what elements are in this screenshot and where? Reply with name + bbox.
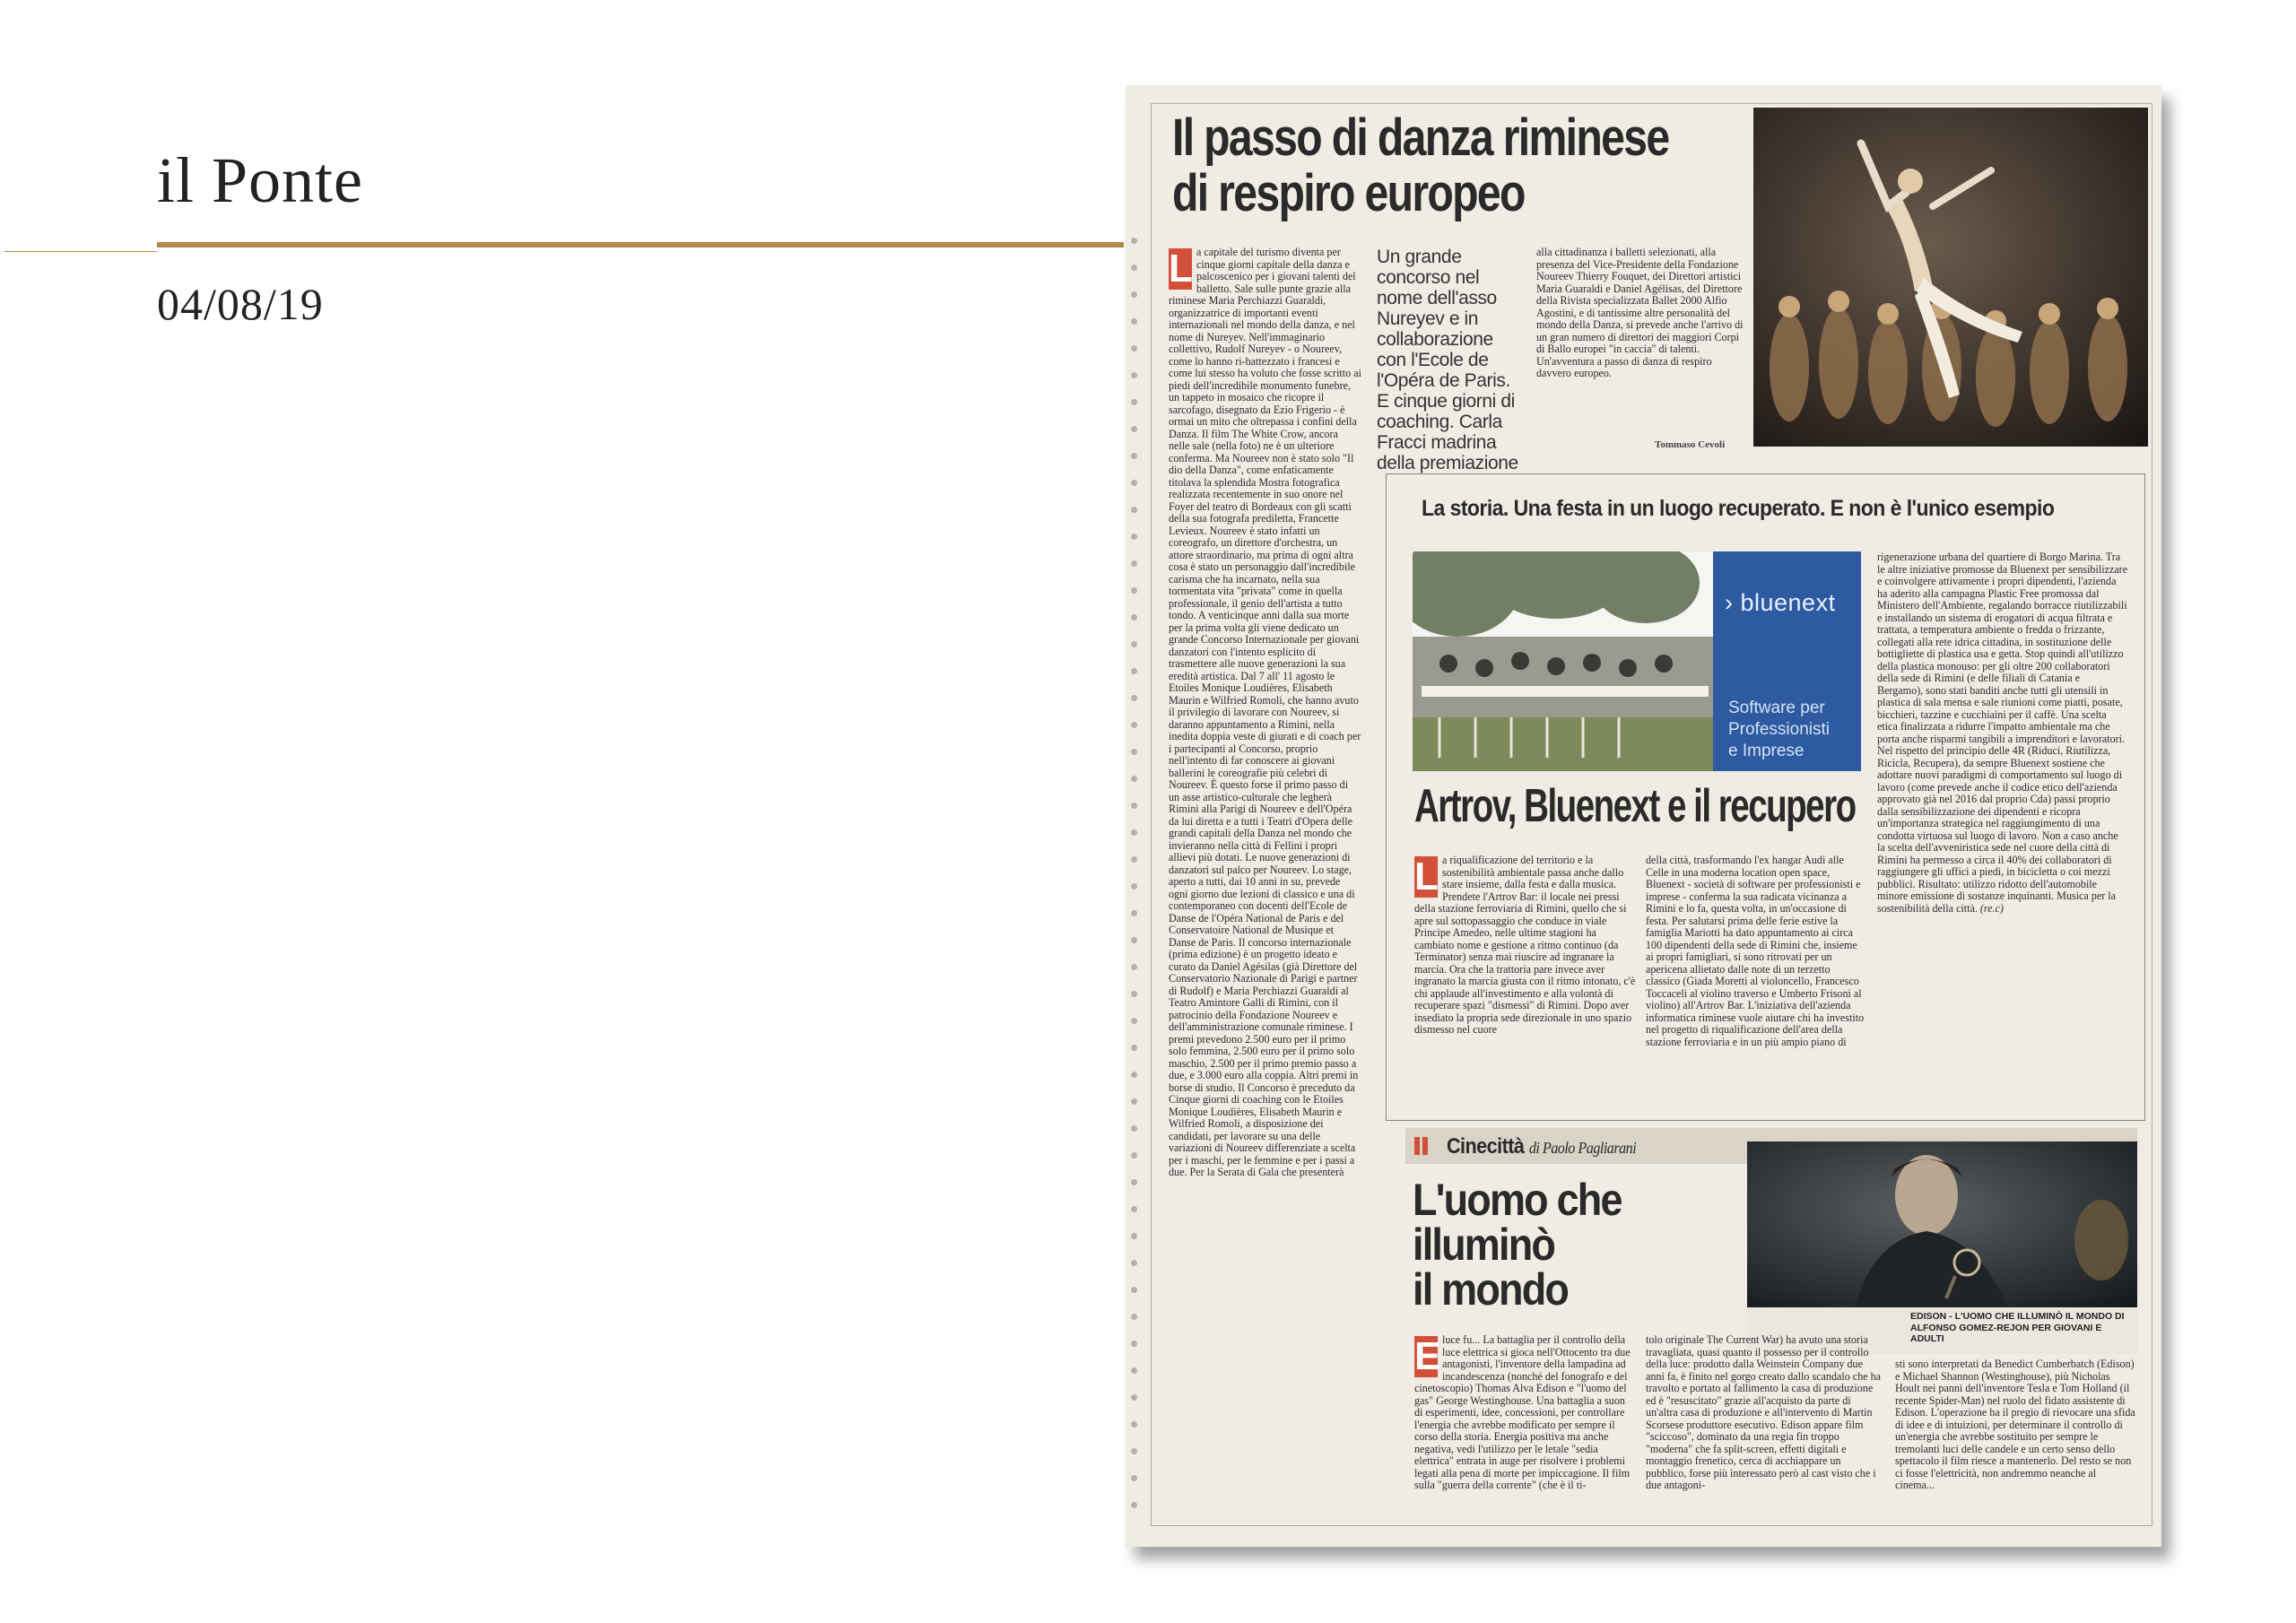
binding-hole	[1131, 883, 1137, 890]
article-dance-headline-1: Il passo di danza riminese	[1172, 108, 1669, 167]
article-edison-text-3: sti sono interpretati da Benedict Cumberbatch (Edison) e Michael Shannon (Westinghouse), più Nicholas Hoult nei panni dell'inventore Tesla e Tom Holland (il recente Spider-Man) nel ruolo del fidato assistente di Edison. L'operazione ha il pregio di rievocare una sfida di idee e di intuizioni, per determinare il controllo di un'energia che avrebbe sostituito per sempre le tremolanti luci delle candele e un certo senso dello spettacolo il film riesce a mantenerlo. Del resto se non ci fosse l'elettricità, non andremmo neanche al cinema...	[1895, 1358, 2135, 1491]
article-bluenext-col-2	[1646, 855, 1866, 1048]
binding-hole	[1131, 1179, 1137, 1185]
binding-hole	[1131, 614, 1137, 621]
article-dance-col-3	[1536, 247, 1747, 380]
article-edison-headline-1: L'uomo che	[1413, 1175, 1622, 1225]
article-bluenext-text-1: a riqualificazione del territorio e la sostenibilità ambientale passa anche dallo stare insieme, dalla festa e dalla musica. Prendete l'Artrov Bar: il locale nei pressi della stazione ferroviaria di Rimini, quello che si apre sul sottopassaggio che conduce in viale Principe Amedeo, nelle ultime stagioni ha cambiato nome e gestione a ritmo continuo (da Terminator) senza mai riuscire ad ingranare la marcia. Ora che la trattoria pare invece aver ingranato la marcia giusta con il ritmo intonato, c'è chi applaude all'investimento e alla volontà di recuperare spazi "dismessi" di Rimini. Dopo aver insediato la propria sede direzionale in uno spazio dismesso nel cuore	[1414, 854, 1636, 1036]
binding-hole	[1131, 1475, 1137, 1481]
issue-date: 04/08/19	[157, 279, 324, 329]
binding-hole	[1131, 803, 1137, 809]
cinecitta-section	[1447, 1134, 1636, 1159]
bluenext-tagline-3: e Imprese	[1728, 742, 1805, 760]
binding-hole	[1131, 1341, 1137, 1347]
article-edison-text-2: tolo originale The Current War) ha avuto una storia travagliata, quasi quanto il possesso per il controllo della luce: prodotto dalla Weinstein Company due anni fa, è finito nel gorgo creato dallo scandalo che ha travolto e portato al fallimento la casa di produzione ed è "resuscitato" grazie all'acquisto da parte di un'altra casa di produzione e all'intervento di Martin Scorsese produttore esecutivo. Edison appare film "sciccoso", dominato da una regia fin troppo "moderna" che fa split-screen, effetti digitali e montaggio frenetico, cerca di acchiappare un pubblico, forse più interessato però al cast visto che i due antagoni-	[1646, 1333, 1882, 1491]
article-edison-col-1	[1414, 1334, 1636, 1492]
binding-hole	[1131, 1233, 1137, 1239]
binding-hole	[1131, 1125, 1137, 1132]
article-edison-col-2	[1646, 1334, 1883, 1492]
binding-hole	[1131, 776, 1137, 782]
binding-hole	[1131, 372, 1137, 378]
article-dance-headline-2: di respiro europeo	[1172, 164, 1525, 222]
masthead: il Ponte	[157, 144, 364, 216]
article-bluenext-kicker: La storia. Una festa in un luogo recuperato. E non è l'unico esempio	[1422, 496, 2055, 521]
binding-hole	[1131, 1502, 1137, 1508]
article-bluenext-col-3	[1877, 551, 2128, 915]
article-bluenext-col-1	[1414, 855, 1636, 1037]
binding-hole	[1131, 1018, 1137, 1024]
binding-hole	[1131, 1287, 1137, 1293]
binding-hole	[1131, 238, 1137, 244]
binding-hole	[1131, 507, 1137, 513]
artrov-photo	[1413, 551, 1861, 771]
bluenext-tagline-2: Professionisti	[1728, 720, 1830, 739]
article-bluenext-headline: Artrov, Bluenext e il recupero	[1414, 780, 1856, 832]
dancer-image	[1753, 108, 2148, 447]
article-bluenext-text-2: della città, trasformando l'ex hangar Audi alle Celle in una moderna location open space, Bluenext - società di software per professionisti e imprese - conferma la sua radicata vicinanza a Rimini e lo fa, questa volta, in un'occasione di festa. Per salutarsi prima delle ferie estive la famiglia Mariotti ha dato appuntamento ai circa 100 dipendenti della sede di Rimini che, insieme ai propri famigliari, si sono ritrovati per un apericena allietato dalle note di un terzetto classico (Giada Moretti al violoncello, Francesco Toccaceli al violino traverso e Umberto Frisoni al violino) all'Artrov Bar. L'iniziativa dell'azienda informatica riminese vuole aiutare chi ha investito nel progetto di riqualificazione dell'area della stazione ferroviaria e in un più ampio piano di	[1646, 854, 1865, 1048]
dropcap: E	[1414, 1334, 1441, 1378]
binding-hole	[1131, 641, 1137, 647]
binding-hole	[1131, 399, 1137, 405]
edison-photo	[1747, 1141, 2137, 1307]
binding-hole	[1131, 668, 1137, 674]
binding-hole	[1131, 480, 1137, 486]
binding-hole	[1131, 1206, 1137, 1212]
edison-image	[1747, 1141, 2137, 1307]
binding-hole	[1131, 829, 1137, 836]
binding-hole	[1131, 318, 1137, 325]
binding-hole	[1131, 560, 1137, 567]
article-dance-deck: Un grande concorso nel nome dell'asso Nureyev e in collaborazione con l'Ecole de l'Opéra de Paris. E cinque giorni di coaching. Carla Fracci madrina della premiazione	[1377, 247, 1518, 473]
binding-hole	[1131, 910, 1137, 916]
article-edison-headline-3: il mondo	[1413, 1264, 1569, 1315]
dancer-photo	[1753, 108, 2148, 447]
binding-hole	[1131, 856, 1137, 863]
section-title: Cinecittà	[1447, 1134, 1525, 1159]
binding-hole	[1131, 1421, 1137, 1428]
binding-hole	[1131, 1314, 1137, 1320]
binding-hole	[1131, 534, 1137, 540]
binding-hole	[1131, 291, 1137, 298]
article-edison-text-1: luce fu... La battaglia per il controllo della luce elettrica si gioca nell'Ottocento tra due antagonisti, l'inventore della lampadina ad incandescenza (nonché del fonografo e del cinetoscopio) Thomas Alva Edison e "l'uomo del gas" George Westinghouse. Una battaglia a suon di esperimenti, idee, concessioni, per controllare l'energia che avrebbe modificato per sempre il corso della storia. Energia positiva ma anche negativa, vedi l'utilizzo per le letale "sedia elettrica" entrata in auge per risolvere i problemi legati alla pena di morte per impiccagione. Il film sulla "guerra della corrente" (che è il ti-	[1414, 1333, 1631, 1491]
article-dance-text-3: alla cittadinanza i balletti selezionati, alla presenza del Vice-Presidente della Fondazione Noureev Thierry Fouquet, dei Direttori artistici Maria Guaraldi e Daniel Agélisas, del Direttore della Rivista specializzata Ballet 2000 Alfio Agostini, e di tantissime altre personalità del mondo della Danza, si prevede anche l'arrivo di un gran numero di direttori dei maggiori Corpi di Ballo europei "in caccia" di talenti. Un'avventura a passo di danza di respiro davvero europeo.	[1536, 246, 1744, 379]
binding-hole	[1131, 1045, 1137, 1051]
article-dance-col-1	[1169, 247, 1361, 1502]
binding-hole	[1131, 937, 1137, 943]
section-marker-icon	[1414, 1137, 1431, 1155]
edison-photo-caption: EDISON - L'UOMO CHE ILLUMINÒ IL MONDO DI ALFONSO GOMEZ-REJON PER GIOVANI E ADULTI	[1910, 1311, 2125, 1344]
bluenext-logo: › bluenext	[1725, 589, 1836, 616]
bluenext-tagline-1: Software per	[1728, 699, 1825, 717]
binding-hole	[1131, 1448, 1137, 1454]
article-edison-headline-2: illuminò	[1413, 1219, 1555, 1270]
binding-hole	[1131, 991, 1137, 997]
binding-hole	[1131, 587, 1137, 594]
dropcap: L	[1414, 855, 1439, 898]
article-bluenext-text-3: rigenerazione urbana del quartiere di Borgo Marina. Tra le altre iniziative promosse da Bluenext per sensibilizzare e coinvolgere attivamente i propri dipendenti, l'azienda ha aderito alla campagna Plastic Free promossa dal Ministero dell'Ambiente, regalando borracce riutilizzabili e installando un sistema di erogatori di acqua filtrata e trattata, a temperatura ambiente o fredda o frizzante, collegati alla rete idrica cittadina, in sostituzione delle bottigliette di plastica usa e getta. Stop quindi all'utilizzo della plastica monouso: per gli oltre 200 collaboratori della sede di Rimini (e delle filiali di Catania e Bergamo), sono stati banditi anche tutti gli utensili in plastica di sala mensa e sale riunioni come piatti, posate, bicchieri, tazzine e cucchiaini per il caffè. Una scelta etica finalizzata a ridurre l'impatto ambientale ma che porta anche risparmi tangibili a imprenditori e lavoratori. Nel rispetto del principio delle 4R (Riduci, Riutilizza, Ricicla, Recupera), da sempre Bluenext sostiene che adottare nuovi paradigmi di comportamento sul luogo di lavoro (come prevede anche il codice etico dell'azienda approvato già nel 2016 dal proprio Cda) passi proprio dalla sensibilizzazione dei dipendenti e ricopra un'importanza strategica nel raggiungimento di una condotta virtuosa sul luogo di lavoro. Non a caso anche la scelta dell'avveniristica sede nel cuore della città di Rimini ha permesso a circa il 40% dei collaboratori di raggiungere gli uffici a piedi, in bicicletta o coi mezzi pubblici. Risultato: utilizzo ridotto dell'automobile minore emissione di sostanze inquinanti. Musica per la sostenibilità della città.	[1877, 551, 2128, 915]
binding-hole	[1131, 1098, 1137, 1105]
binding-hole	[1131, 695, 1137, 701]
masthead-rule	[157, 242, 1124, 247]
masthead-rule-thin	[4, 251, 157, 252]
article-bluenext-signature: (re.c)	[1979, 901, 2004, 915]
binding-hole	[1131, 749, 1137, 755]
section-author: di Paolo Pagliarani	[1528, 1139, 1637, 1157]
binding-hole	[1131, 1394, 1137, 1401]
dropcap: L	[1169, 247, 1193, 291]
newspaper-page	[1126, 85, 2161, 1547]
binding-hole	[1131, 453, 1137, 459]
binding-hole	[1131, 345, 1137, 352]
article-dance-byline: Tommaso Cevoli	[1655, 439, 1726, 450]
binding-hole	[1131, 426, 1137, 432]
binding-hole	[1131, 1260, 1137, 1266]
binding-hole	[1131, 1072, 1137, 1078]
binding-hole	[1131, 722, 1137, 728]
binding-hole	[1131, 964, 1137, 970]
binding-hole	[1131, 265, 1137, 271]
binding-hole	[1131, 1367, 1137, 1374]
binding-holes	[1131, 238, 1140, 1529]
article-edison-col-3	[1895, 1358, 2137, 1492]
binding-hole	[1131, 1152, 1137, 1159]
article-dance-text-1: a capitale del turismo diventa per cinque giorni capitale della danza e palcoscenico per i giovani talenti del balletto. Sale sulle punte grazie alla riminese Maria Perchiazzi Guaraldi, organizzatrice di importanti eventi internazionali nel mondo della danza, e nel nome di Nureyev. Nell'immaginario collettivo, Rudolf Nureyev - o Noureev, come lo hanno ri-battezzato i francesi e come lui stesso ha voluto che fosse scritto ai piedi dell'incredibile monumento funebre, un tappeto in mosaico che ricopre il sarcofago, disegnato da Ezio Frigerio - è ormai un mito che oltrepassa i confini della Danza. Il film The White Crow, ancora nelle sale (nella foto) ne è un ulteriore conferma. Ma Noureev non è stato solo "Il dio della Danza", come enfaticamente titolava la splendida Mostra fotografica realizzata recentemente in suo onore nel Foyer del teatro di Bordeaux con gli scatti della sua fotografa prediletta, Francette Levieux. Noureev è stato infatti un coreografo, un direttore d'orchestra, un attore straordinario, ma prima di ogni altra cosa è stato un personaggio dall'incredibile carisma che ha incarnato, nella sua tormentata vita "privata" come in quella professionale, il genio dell'artista a tutto tondo. A venticinque anni dalla sua morte per la prima volta gli viene dedicato un grande Concorso Internazionale per giovani danzatori con l'intento esplicito di trasmettere alle nuove generazioni la sua eredità artistica. Dal 7 all' 11 agosto le Etoiles Monique Loudières, Elisabeth Maurin e Wilfried Romoli, che hanno avuto il privilegio di lavorare con Noureev, si daranno appuntamento a Rimini, nella inedita doppia veste di giurati e di coach per i partecipanti al Concorso, proprio nell'intento di far conoscere ai giovani ballerini le coreografie più celebri di Noureev. È questo forse il primo passo di un asse artistico-culturale che legherà Rimini alla Parigi di Noureev e dell'Opéra da lui diretta e a tutti i Teatri d'Opera delle grandi capitali della Danza nel mondo che invieranno nella città di Fellini i propri allievi più dotati. Le nuove generazioni di danzatori sul palco per Noureev. Lo stage, aperto a tutti, dai 10 anni in su, prevede ogni giorno due lezioni di classico e una di contemporaneo con docenti dell'Ecole de Danse de l'Opéra National de Paris e del Conservatoire National de Musique et Danse de Paris. Il concorso internazionale (prima edizione) è un progetto ideato e curato da Daniel Agésilas (già Direttore del Conservatorio Nazionale di Parigi e partner di Rudolf) e Maria Perchiazzi Guaraldi al Teatro Amintore Galli di Rimini, con il patrocinio della Fondazione Noureev e dell'amministrazione comunale riminese. I premi prevedono 2.500 euro per il primo solo femmina, 2.500 euro per il primo solo maschio, 2.500 per il primo premio passo a due, e 3.000 euro alla coppia. Altri premi in borse di studio. Il Concorso è preceduto da Cinque giorni di coaching con le Etoiles Monique Loudières, Elisabeth Maurin e Wilfried Romoli, a disposizione dei candidati, per lavorare su una delle variazioni di Noureev differenziate a scelta per i maschi, per le femmine e per i passi a due. Per la Serata di Gala che presenterà	[1169, 247, 1361, 1178]
